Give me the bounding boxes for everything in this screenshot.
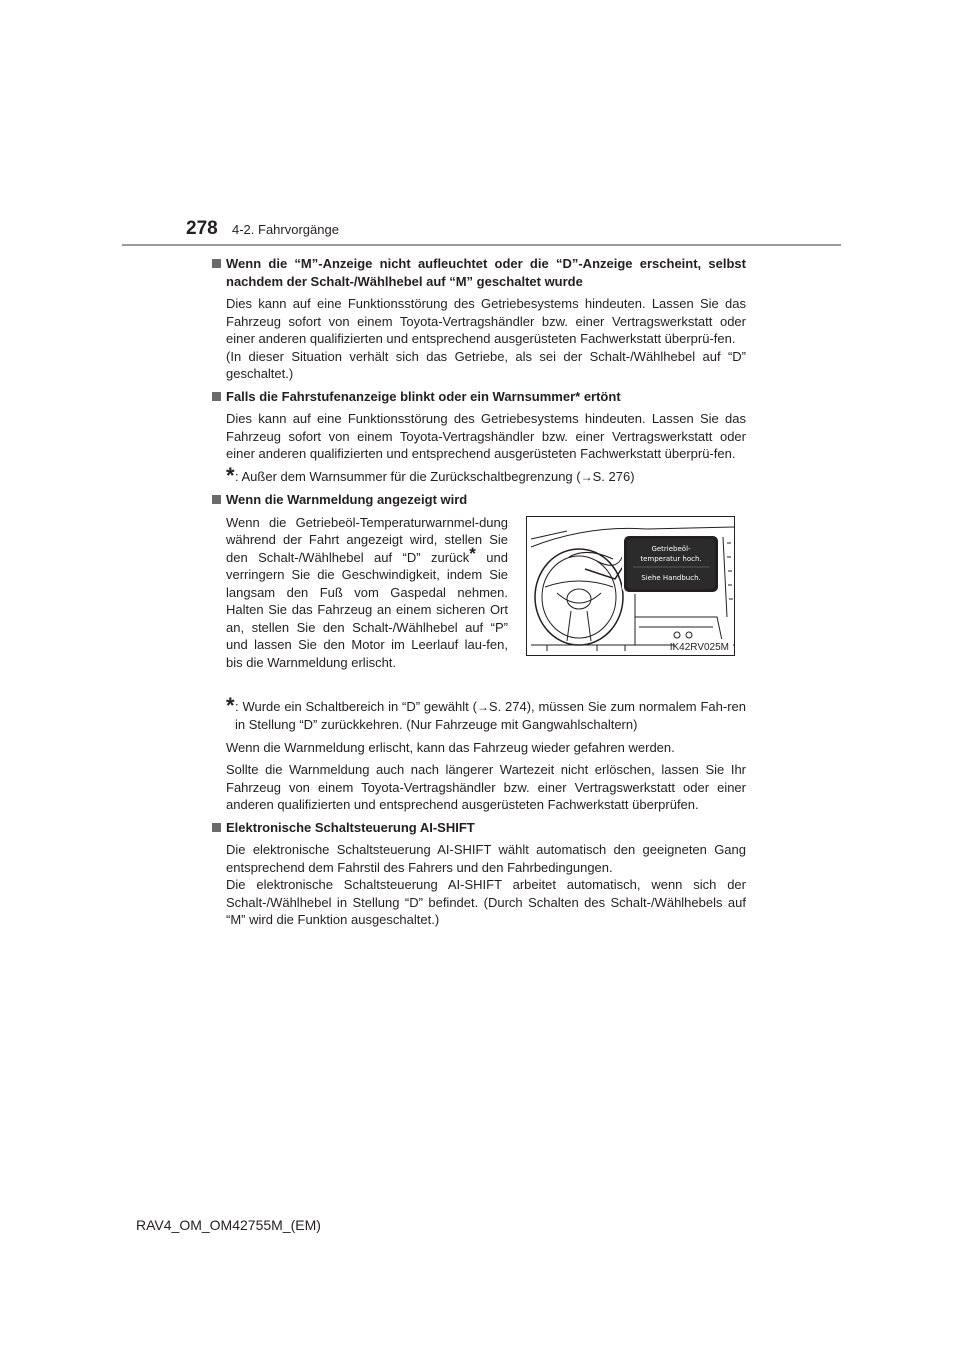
paragraph-text: Die elektronische Schaltsteuerung AI-SHIFT arbeitet automatisch, wenn sich der Schalt-/Wählhebel in Stellung “D” befindet. (Durch Schalten des Schalt-/Wählhebels auf “M” wird die Funktion ausgeschaltet.) (226, 877, 746, 927)
arrow-right-icon: → (476, 699, 489, 714)
dashboard-drawing (527, 517, 734, 655)
square-bullet-icon (212, 495, 221, 504)
header-divider (122, 244, 841, 246)
paragraph (226, 295, 746, 383)
footnote-page-ref: S. 276) (592, 468, 635, 484)
dashboard-illustration (526, 516, 735, 656)
heading-text: Falls die Fahrstufenanzeige blinkt oder ein Warnsummer* ertönt (226, 388, 621, 404)
warning-section (226, 514, 746, 694)
paragraph: Wenn die Warnmeldung erlischt, kann das Fahrzeug wieder gefahren werden. (226, 739, 675, 755)
square-bullet-icon (212, 259, 221, 268)
instruction-text-start: Wenn die Getriebeöl-Temperaturwarnmel-dung während der Fahrt angezeigt wird, stellen Sie den Schalt-/Wählhebel auf “D” zurück (226, 514, 508, 565)
paragraph (226, 841, 746, 929)
footnote-page-ref: S. 274), müssen Sie zum normalem Fah-ren in Stellung “D” zurückkehren. (Nur Fahrzeuge mit Gangwahlschaltern) (235, 698, 746, 732)
heading-text: Wenn die Warnmeldung angezeigt wird (226, 492, 468, 507)
footnote-text (235, 698, 746, 734)
square-bullet-icon (212, 392, 221, 401)
footnote (226, 692, 746, 734)
instruction-text-end: und verringern Sie die Geschwindigkeit, indem Sie langsam den Fuß vom Gaspedal nehmen. Halten Sie das Fahrzeug an einem sicheren Ort an, stellen Sie den Schalt-/Wählhebel auf “P” und lassen Sie den Motor im Leerlauf lau-fen, bis die Warnmeldung erlischt. (226, 549, 508, 670)
square-bullet-icon (212, 823, 221, 832)
footnote (226, 462, 746, 488)
figure-code: IK42RV025M (669, 641, 729, 653)
asterisk-symbol: * (226, 692, 235, 718)
footnote-text-start: : Außer dem Warnsummer für die Zurückschaltbegrenzung ( (235, 468, 581, 484)
footnote-text (235, 468, 746, 487)
display-line-2: temperatur hoch. (640, 554, 702, 563)
asterisk-symbol: * (226, 462, 235, 488)
heading-m-indicator (212, 255, 746, 290)
asterisk-superscript: * (469, 543, 476, 563)
footnote-text-start: : Wurde ein Schaltbereich in “D” gewählt ( (235, 698, 477, 714)
heading-warning-message (212, 491, 746, 509)
page-content (212, 255, 746, 934)
paragraph-text: Die elektronische Schaltsteuerung AI-SHIFT wählt automatisch den geeigneten Gang entsprechend dem Fahrstil des Fahrers und den Fahrbedingungen. (226, 842, 746, 875)
heading-ai-shift (212, 819, 746, 837)
display-line-3: Siehe Handbuch. (641, 573, 701, 582)
paragraph: Dies kann auf eine Funktionsstörung des Getriebesystems hindeuten. Lassen Sie das Fahrzeug sofort von einem Toyota-Vertragshändler bzw. einer Vertragswerkstatt oder einer anderen qualifizierten und entsprechend ausgerüsteten Fachwerkstatt überprü-fen. (226, 411, 746, 461)
document-code: RAV4_OM_OM42755M_(EM) (136, 1217, 321, 1233)
heading-blinking (212, 388, 746, 406)
page-number: 278 (186, 218, 218, 239)
paragraph-text: Dies kann auf eine Funktionsstörung des Getriebesystems hindeuten. Lassen Sie das Fahrzeug sofort von einem Toyota-Vertragshändler bzw. einer Vertragswerkstatt oder einer anderen qualifizierten und entsprechend ausgerüsteten Fachwerkstatt überprü-fen. (226, 296, 746, 346)
warning-instructions (226, 514, 508, 672)
paragraph: Sollte die Warnmeldung auch nach längerer Wartezeit nicht erlöschen, lassen Sie Ihr Fahrzeug von einem Toyota-Vertragshändler bzw. einer Vertragswerkstatt oder einer anderen qualifizierten und entsprechend ausgerüsteten Fachwerkstatt überprüfen. (226, 762, 746, 812)
section-title: 4-2. Fahrvorgänge (232, 222, 339, 237)
arrow-right-icon: → (580, 469, 593, 484)
paragraph-text: (In dieser Situation verhält sich das Getriebe, als sei der Schalt-/Wählhebel auf “D” geschaltet.) (226, 348, 746, 381)
display-line-1: Getriebeöl- (651, 544, 691, 553)
heading-text: Wenn die “M”-Anzeige nicht aufleuchtet oder die “D”-Anzeige erscheint, selbst nachdem der Schalt-/Wählhebel auf “M” geschaltet wurde (226, 256, 746, 289)
heading-text: Elektronische Schaltsteuerung AI-SHIFT (226, 819, 475, 835)
